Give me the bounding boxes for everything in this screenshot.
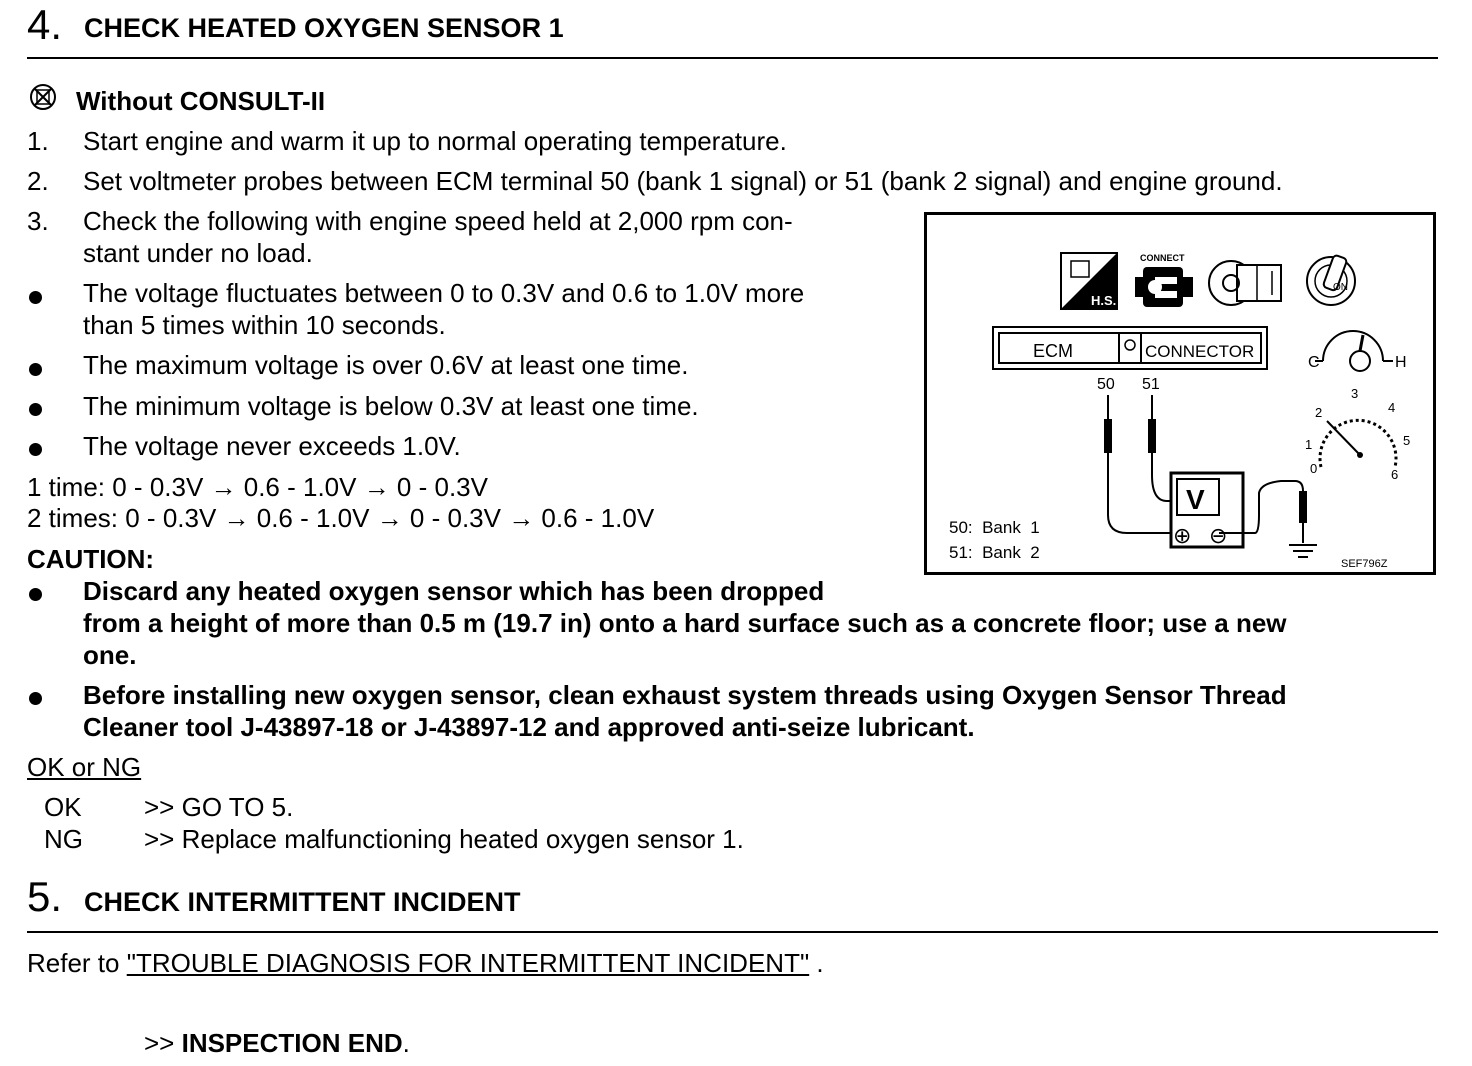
legend-bank-2: 51: Bank 2: [949, 543, 1040, 562]
plus-terminal: ⊕: [1173, 523, 1192, 548]
two-times-pattern: 2 times: 0 - 0.3V → 0.6 - 1.0V → 0 - 0.3V → 0.6 - 1.0V: [27, 503, 655, 533]
temp-cold-label: C: [1308, 354, 1320, 371]
mode-label: Without CONSULT-II: [76, 86, 326, 116]
inspection-end: [144, 1027, 410, 1059]
ecm-connector: [993, 327, 1267, 369]
bullet: [29, 403, 42, 416]
ng-key: NG: [44, 824, 83, 854]
check-item-continued: than 5 times within 10 seconds.: [83, 310, 446, 340]
check-item: The voltage fluctuates between 0 to 0.3V and 0.6 to 1.0V more: [83, 278, 805, 308]
one-time-pattern: 1 time: 0 - 0.3V → 0.6 - 1.0V → 0 - 0.3V: [27, 472, 488, 502]
ok-key: OK: [44, 792, 82, 822]
step-5-number: 5.: [27, 873, 63, 920]
hs-label: H.S.: [1091, 293, 1117, 308]
no-consult-icon: [28, 82, 58, 112]
caution-heading: CAUTION:: [27, 544, 155, 574]
tach-1: 1: [1305, 437, 1313, 452]
caution-item: Discard any heated oxygen sensor which has been dropped: [83, 576, 825, 606]
check-item: The maximum voltage is over 0.6V at least one time.: [83, 350, 689, 380]
step-5-title: CHECK INTERMITTENT INCIDENT: [84, 887, 521, 917]
connector-label: CONNECTOR: [1145, 342, 1255, 361]
caution-item-continued: one.: [83, 640, 137, 670]
figure-code: SEF796Z: [1341, 558, 1388, 570]
tach-2: 2: [1315, 405, 1323, 420]
section-divider: [27, 931, 1438, 933]
consult-connector-icon: [1135, 253, 1193, 307]
temperature-gauge-icon: [1308, 331, 1407, 371]
refer-line: [27, 947, 824, 979]
caution-item-continued: Cleaner tool J-43897-18 or J-43897-12 and approved anti-seize lubricant.: [83, 712, 975, 742]
tach-5: 5: [1403, 433, 1411, 448]
engine-icon: [1209, 261, 1281, 305]
on-label: ON: [1333, 282, 1348, 293]
bullet: [29, 363, 42, 376]
check-item: The voltage never exceeds 1.0V.: [83, 431, 461, 461]
step-number: 1.: [27, 126, 49, 156]
section-divider: [27, 57, 1438, 59]
hot-start-icon: [1061, 253, 1117, 309]
step-number: 3.: [27, 206, 49, 236]
caution-item-continued: from a height of more than 0.5 m (19.7 in) onto a hard surface such as a concrete floor; use a new: [83, 608, 1287, 638]
refer-suffix: .: [809, 948, 824, 978]
tach-4: 4: [1388, 400, 1396, 415]
minus-terminal: ⊖: [1209, 523, 1228, 548]
voltmeter: [1171, 473, 1243, 548]
tach-0: 0: [1310, 461, 1318, 476]
end-prefix: >>: [144, 1028, 182, 1058]
trouble-diagnosis-link[interactable]: "TROUBLE DIAGNOSIS FOR INTERMITTENT INCIDENT": [126, 948, 810, 978]
step-number: 2.: [27, 166, 49, 196]
step-text: Set voltmeter probes between ECM terminal 50 (bank 1 signal) or 51 (bank 2 signal) and engine ground.: [83, 166, 1283, 196]
probe-leads: [1104, 395, 1173, 533]
caution-item: Before installing new oxygen sensor, clean exhaust system threads using Oxygen Sensor Thread: [83, 680, 1287, 710]
check-item: The minimum voltage is below 0.3V at least one time.: [83, 391, 699, 421]
bullet: [29, 692, 42, 705]
temp-hot-label: H: [1395, 354, 1407, 371]
bullet: [29, 291, 42, 304]
ignition-key-icon: [1307, 255, 1355, 305]
tachometer-icon: [1305, 386, 1410, 482]
ecm-label: ECM: [1033, 341, 1073, 361]
voltmeter-label: V: [1186, 484, 1205, 515]
ng-action: >> Replace malfunctioning heated oxygen sensor 1.: [144, 824, 744, 854]
step-text: Start engine and warm it up to normal operating temperature.: [83, 126, 787, 156]
connect-label: CONNECT: [1140, 253, 1185, 263]
end-text: INSPECTION END: [181, 1028, 403, 1058]
step-text: Check the following with engine speed held at 2,000 rpm con-: [83, 206, 793, 236]
refer-prefix: Refer to: [27, 948, 127, 978]
step-4-title: CHECK HEATED OXYGEN SENSOR 1: [84, 13, 564, 43]
terminal-50-label: 50: [1097, 376, 1115, 393]
legend-bank-1: 50: Bank 1: [949, 518, 1040, 537]
bullet: [29, 443, 42, 456]
terminal-51-label: 51: [1142, 376, 1160, 393]
end-suffix: .: [402, 1028, 410, 1058]
voltmeter-diagram: [924, 212, 1436, 575]
tach-6: 6: [1391, 467, 1399, 482]
ok-action: >> GO TO 5.: [144, 792, 294, 822]
tach-3: 3: [1351, 386, 1359, 401]
result-label: OK or NG: [27, 752, 142, 782]
step-4-number: 4.: [27, 1, 63, 48]
step-text-continued: stant under no load.: [83, 238, 313, 268]
bullet: [29, 588, 42, 601]
